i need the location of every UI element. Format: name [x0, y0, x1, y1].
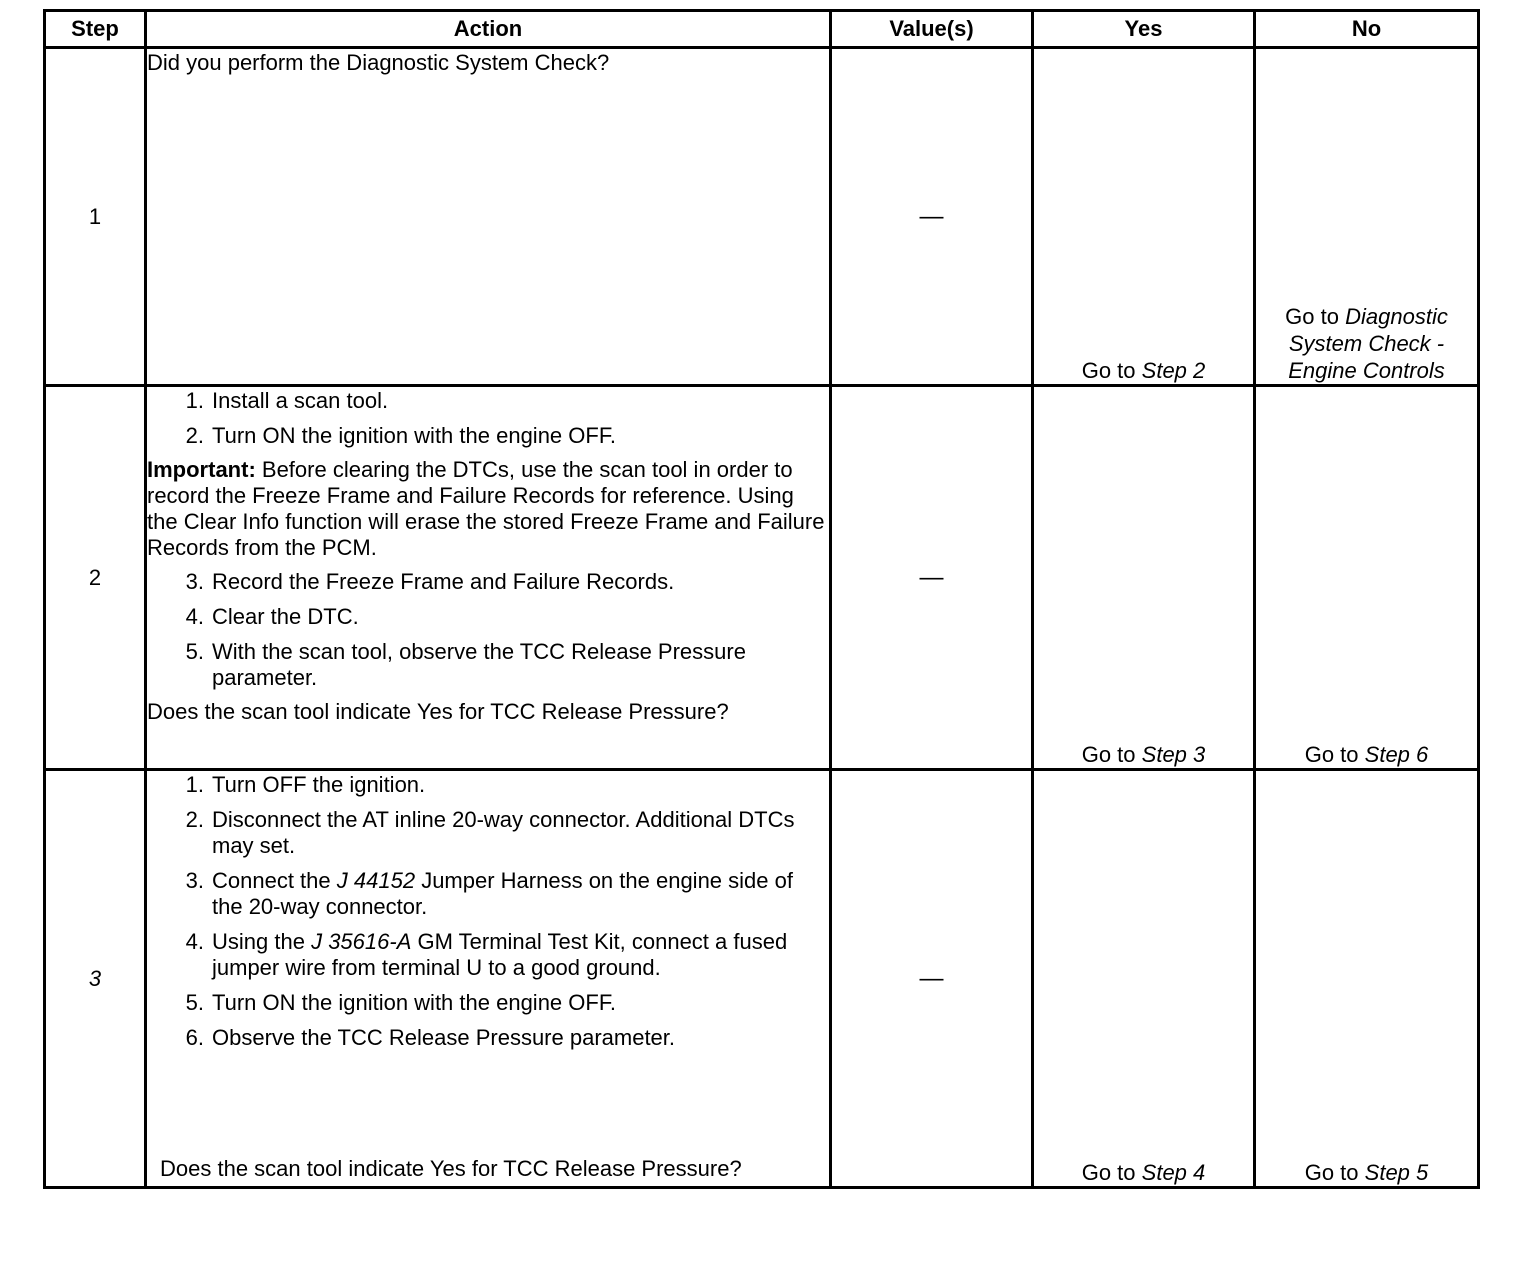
no-cell: [1255, 770, 1479, 1188]
header-values: Value(s): [831, 11, 1033, 48]
yes-prefix: Go to: [1081, 1160, 1136, 1185]
table-row-step-3: [45, 770, 1479, 1188]
value-cell: —: [831, 48, 1033, 386]
step-number: 2: [45, 386, 146, 770]
yes-cell: [1033, 770, 1255, 1188]
list-item: 3. Record the Freeze Frame and Failure Records.: [185, 569, 675, 594]
important-text: Before clearing the DTCs, use the scan tool in order to record the Freeze Frame and Failure Records for reference. Using the Clear Info function will erase the stored Freeze Frame and Failure Records from the PCM.: [147, 457, 825, 560]
header-row: [45, 11, 1479, 48]
no-prefix: Go to: [1304, 742, 1359, 767]
header-yes: Yes: [1033, 11, 1255, 48]
action-question: Did you perform the Diagnostic System Check?: [147, 50, 610, 75]
list-item: 5. With the scan tool, observe the TCC Release Pressure parameter.: [185, 639, 746, 690]
action-list: [147, 772, 829, 1051]
no-link-step-5[interactable]: Step 5: [1364, 1160, 1429, 1185]
list-item: 1. Turn OFF the ignition.: [185, 772, 426, 797]
list-item: 5. Turn ON the ignition with the engine OFF.: [185, 990, 616, 1015]
diagnostic-table-sheet: [43, 9, 1477, 1189]
no-cell: [1255, 48, 1479, 386]
yes-link-step-3[interactable]: Step 3: [1141, 742, 1206, 767]
list-item: 6. Observe the TCC Release Pressure parameter.: [185, 1025, 676, 1050]
yes-link-step-4[interactable]: Step 4: [1141, 1160, 1206, 1185]
action-list-a: [147, 388, 829, 449]
action-cell: [146, 770, 831, 1188]
list-item: 1. Install a scan tool.: [185, 388, 389, 413]
header-step: Step: [45, 11, 146, 48]
no-link-step-6[interactable]: Step 6: [1364, 742, 1429, 767]
list-item: 4. Using the J 35616-A GM Terminal Test Kit, connect a fused jumper wire from terminal U to a good ground.: [185, 929, 788, 980]
action-list-b: [147, 569, 829, 691]
list-item: 2. Turn ON the ignition with the engine OFF.: [185, 423, 616, 448]
yes-link-step-2[interactable]: Step 2: [1141, 358, 1206, 383]
table-row-step-2: [45, 386, 1479, 770]
value-cell: —: [831, 386, 1033, 770]
yes-prefix: Go to: [1081, 742, 1136, 767]
list-item: 2. Disconnect the AT inline 20-way connector. Additional DTCs may set.: [185, 807, 795, 858]
no-prefix: Go to: [1285, 304, 1339, 329]
action-cell: [146, 48, 831, 386]
step-number: 3: [45, 770, 146, 1188]
no-cell: [1255, 386, 1479, 770]
action-question: Does the scan tool indicate Yes for TCC Release Pressure?: [160, 1156, 742, 1181]
yes-prefix: Go to: [1081, 358, 1136, 383]
important-note: [147, 457, 829, 561]
value-cell: —: [831, 770, 1033, 1188]
important-label: Important:: [147, 457, 256, 482]
step-number: 1: [45, 48, 146, 386]
action-question: Does the scan tool indicate Yes for TCC Release Pressure?: [147, 699, 729, 724]
diagnostic-table: [43, 9, 1480, 1189]
action-cell: [146, 386, 831, 770]
tool-id: J 35616-A: [311, 929, 412, 954]
header-action: Action: [146, 11, 831, 48]
list-item: 4. Clear the DTC.: [185, 604, 359, 629]
table-row-step-1: [45, 48, 1479, 386]
no-prefix: Go to: [1304, 1160, 1359, 1185]
tool-id: J 44152: [336, 868, 416, 893]
yes-cell: [1033, 386, 1255, 770]
yes-cell: [1033, 48, 1255, 386]
list-item: 3. Connect the J 44152 Jumper Harness on the engine side of the 20-way connector.: [185, 868, 793, 919]
header-no: No: [1255, 11, 1479, 48]
no-link-diagnostic-system-check[interactable]: Diagnostic System Check - Engine Controls: [1288, 304, 1448, 383]
